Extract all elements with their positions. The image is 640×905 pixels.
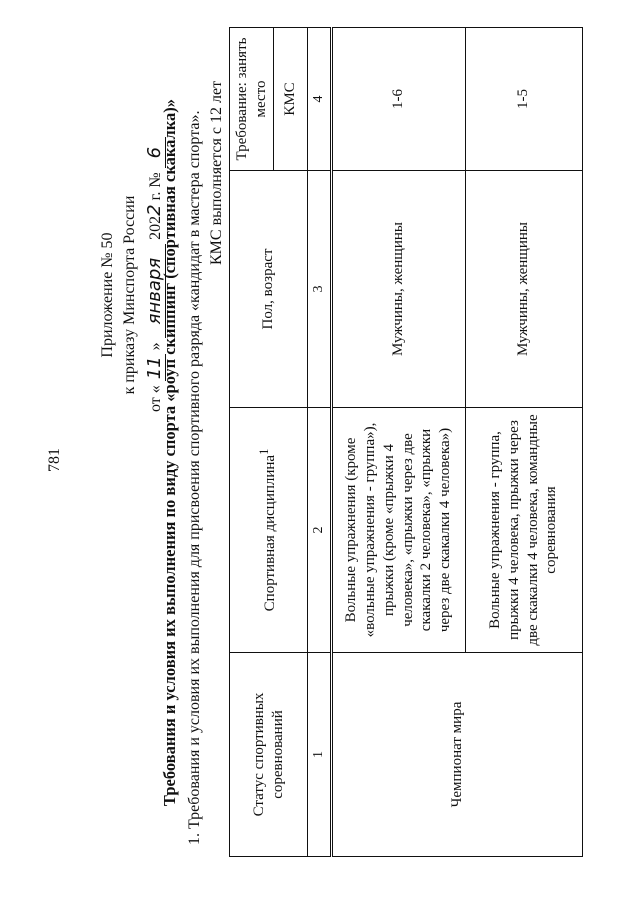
column-number-2: 2 [308, 408, 332, 653]
date-prefix: от « [147, 385, 164, 412]
order-label: к приказу Минспорта России [121, 195, 138, 395]
requirements-table [229, 27, 583, 857]
order-number-handwritten: 6 [144, 137, 166, 168]
table-row-2-discipline: Вольные упражнения - группа, прыжки 4 человека, прыжки через две скакалки 4 человека, командные соревнования [465, 408, 582, 653]
header-requirement: Требование: занять место [230, 28, 274, 171]
date-quote-close: » [147, 342, 164, 351]
appendix-label: Приложение № 50 [99, 232, 116, 358]
document-title: Требования и условия их выполнения по виду спорта «роуп скиппинг (спортивная скакалка)» [160, 98, 179, 807]
date-year-handwritten: 2 [144, 204, 165, 216]
table-row-2-sex-age: Мужчины, женщины [465, 171, 582, 408]
page-number: 781 [46, 448, 63, 472]
date-number-label: г. № [147, 172, 164, 201]
table-row-1-discipline: Вольные упражнения (кроме «вольные упражнения - группа»), прыжки (кроме «прыжки 4 человека», «прыжки через две скакалки 2 человека», «прыжки через две скакалки 4 человека») [331, 408, 465, 653]
header-sex-age: Пол, возраст [230, 171, 308, 408]
status-cell-world-championship: Чемпионат мира [331, 653, 582, 857]
date-month-handwritten: января [144, 244, 166, 339]
date-day-handwritten: 11 [144, 356, 165, 380]
header-discipline: Спортивная дисциплина$^1$ [230, 408, 308, 653]
footnote-mark: 1 [257, 448, 272, 455]
column-number-4: 4 [308, 28, 332, 171]
section-subtitle: 1. Требования и условия их выполнения для присвоения спортивного разряда «кандидат в мастера спорта». [186, 110, 203, 845]
header-kms: КМС [274, 28, 308, 171]
column-number-1: 1 [308, 653, 332, 857]
header-status: Статус спортивных соревнований [230, 653, 308, 857]
kms-age-note: КМС выполняется с 12 лет [208, 80, 225, 265]
table-row-2-place: 1-5 [465, 28, 582, 171]
date-year-pre: 202 [147, 215, 164, 240]
table-row-1-sex-age: Мужчины, женщины [331, 171, 465, 408]
table-row-1-place: 1-6 [331, 28, 465, 171]
column-number-3: 3 [308, 171, 332, 408]
